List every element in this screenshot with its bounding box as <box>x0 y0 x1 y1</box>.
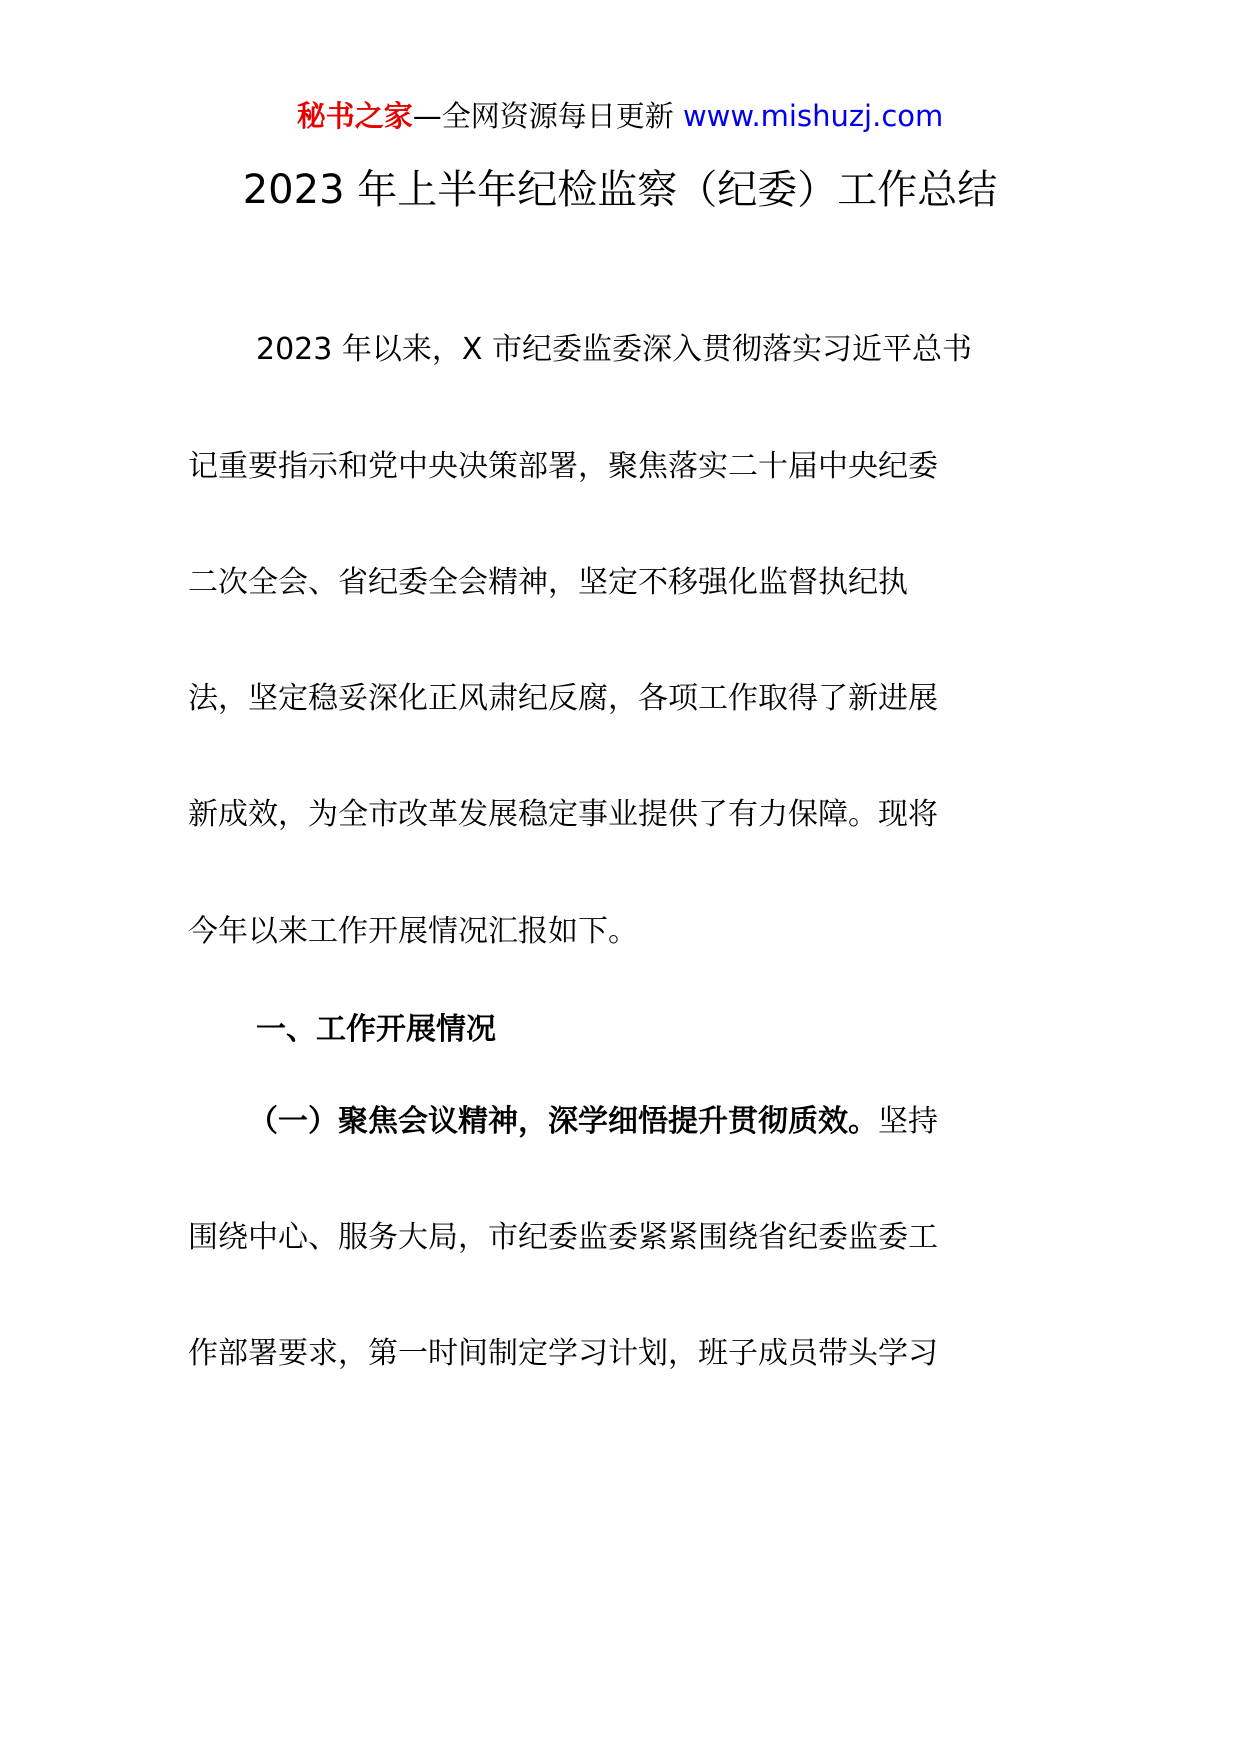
site-header <box>0 96 1240 136</box>
paragraph-line-6: 今年以来工作开展情况汇报如下。 <box>188 914 638 949</box>
subsection-line-3: 作部署要求，第一时间制定学习计划，班子成员带头学习 <box>188 1336 938 1371</box>
paragraph-line-4: 法，坚定稳妥深化正风肃纪反腐，各项工作取得了新进展 <box>188 681 938 716</box>
subsection-line-1 <box>248 1102 938 1142</box>
paragraph-line-2: 记重要指示和党中央决策部署，聚焦落实二十届中央纪委 <box>188 449 938 484</box>
subsection-text-start: 坚持 <box>878 1104 938 1139</box>
paragraph-line-1: 2023 年以来，X 市纪委监委深入贯彻落实习近平总书 <box>256 332 972 367</box>
site-tagline: —全网资源每日更新 <box>412 99 674 133</box>
paragraph-line-3: 二次全会、省纪委全会精神，坚定不移强化监督执纪执 <box>188 565 908 600</box>
site-url-link[interactable]: www.mishuzj.com <box>682 99 944 133</box>
document-title: 2023 年上半年纪检监察（纪委）工作总结 <box>242 167 998 213</box>
section-heading: 一、工作开展情况 <box>256 1012 496 1047</box>
subsection-heading: （一）聚焦会议精神，深学细悟提升贯彻质效。 <box>248 1104 878 1139</box>
site-brand: 秘书之家 <box>296 99 413 133</box>
subsection-line-2: 围绕中心、服务大局，市纪委监委紧紧围绕省纪委监委工 <box>188 1220 938 1255</box>
paragraph-line-5: 新成效，为全市改革发展稳定事业提供了有力保障。现将 <box>188 797 938 832</box>
